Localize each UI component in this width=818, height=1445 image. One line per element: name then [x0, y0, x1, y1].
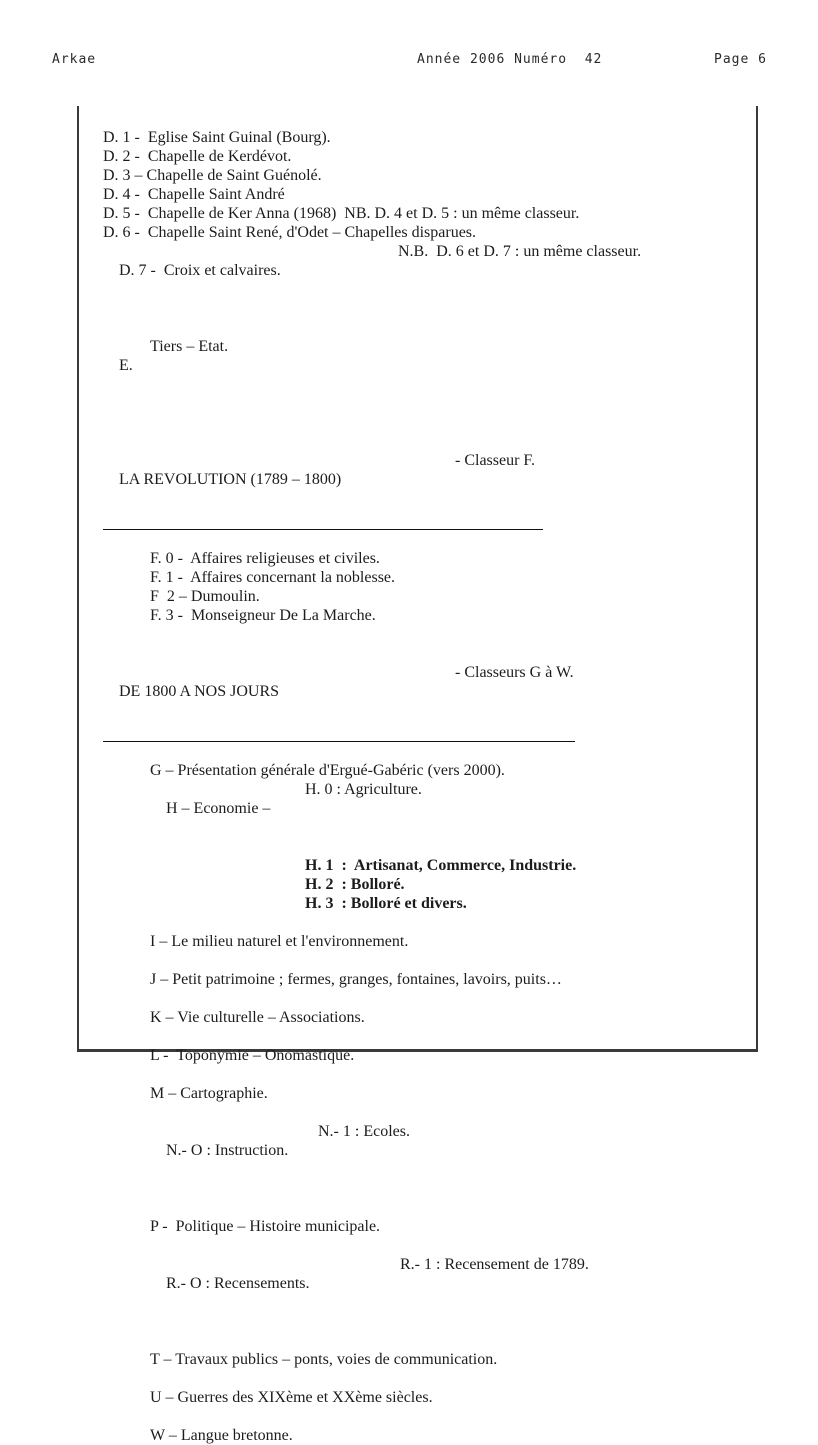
entry-d7-note: N.B. D. 6 et D. 7 : un même classeur. [398, 243, 642, 260]
entry-h [79, 780, 756, 856]
entry-u: U – Guerres des XIXème et XXème siècles. [150, 1389, 433, 1406]
entry-h-label: H – Economie – [166, 800, 271, 817]
section-heading-revolution-title: LA REVOLUTION (1789 – 1800) [119, 471, 342, 488]
entry-p: P - Politique – Histoire municipale. [150, 1218, 381, 1235]
issue-info: Année 2006 Numéro 42 [417, 52, 603, 67]
classification-box [77, 106, 758, 1444]
section-heading-modern [103, 663, 575, 742]
entry-e-text: Tiers – Etat. [150, 338, 229, 355]
entry-d2: D. 2 - Chapelle de Kerdévot. [103, 148, 292, 165]
entry-f2: F 2 – Dumoulin. [150, 588, 260, 605]
entry-f3: F. 3 - Monseigneur De La Marche. [150, 607, 376, 624]
entry-h0: H. 0 : Agriculture. [305, 781, 422, 798]
section-heading-modern-classeur: - Classeurs G à W. [455, 664, 574, 681]
entry-j: J – Petit patrimoine ; fermes, granges, fontaines, lavoirs, puits… [150, 971, 562, 988]
entry-k: K – Vie culturelle – Associations. [150, 1009, 365, 1026]
entry-f0: F. 0 - Affaires religieuses et civiles. [150, 550, 380, 567]
entry-m: M – Cartographie. [150, 1085, 268, 1102]
entry-d5: D. 5 - Chapelle de Ker Anna (1968) NB. D. 4 et D. 5 : un même classeur. [103, 205, 580, 222]
entry-d7 [79, 242, 756, 318]
entry-t: T – Travaux publics – ponts, voies de communication. [150, 1351, 498, 1368]
entry-l: L - Toponymie – Onomastique. [150, 1047, 355, 1064]
page-number: Page 6 [714, 52, 767, 67]
entry-e-label: E. [119, 357, 133, 374]
entry-i: I – Le milieu naturel et l'environnement. [150, 933, 409, 950]
entry-e [79, 337, 756, 413]
entry-h3: H. 3 : Bolloré et divers. [305, 895, 467, 912]
entry-g: G – Présentation générale d'Ergué-Gabéric (vers 2000). [150, 762, 505, 779]
entry-d6: D. 6 - Chapelle Saint René, d'Odet – Chapelles disparues. [103, 224, 477, 241]
entry-r-left: R.- O : Recensements. [166, 1275, 310, 1292]
entry-d3: D. 3 – Chapelle de Saint Guénolé. [103, 167, 322, 184]
section-heading-revolution [103, 451, 543, 530]
entry-r [79, 1255, 756, 1331]
entry-r-right: R.- 1 : Recensement de 1789. [400, 1256, 589, 1273]
entry-d4: D. 4 - Chapelle Saint André [103, 186, 285, 203]
journal-name: Arkae [52, 52, 97, 67]
section-heading-modern-title: DE 1800 A NOS JOURS [119, 683, 280, 700]
entry-n-right: N.- 1 : Ecoles. [318, 1123, 410, 1140]
entry-h1: H. 1 : Artisanat, Commerce, Industrie. [305, 857, 577, 874]
entry-w: W – Langue bretonne. [150, 1427, 293, 1444]
entry-f1: F. 1 - Affaires concernant la noblesse. [150, 569, 396, 586]
section-heading-revolution-classeur: - Classeur F. [455, 452, 536, 469]
entry-h2: H. 2 : Bolloré. [305, 876, 405, 893]
entry-n-left: N.- O : Instruction. [166, 1142, 289, 1159]
entry-d7-text: D. 7 - Croix et calvaires. [119, 262, 281, 279]
entry-n [79, 1122, 756, 1198]
entry-d1: D. 1 - Eglise Saint Guinal (Bourg). [103, 129, 331, 146]
